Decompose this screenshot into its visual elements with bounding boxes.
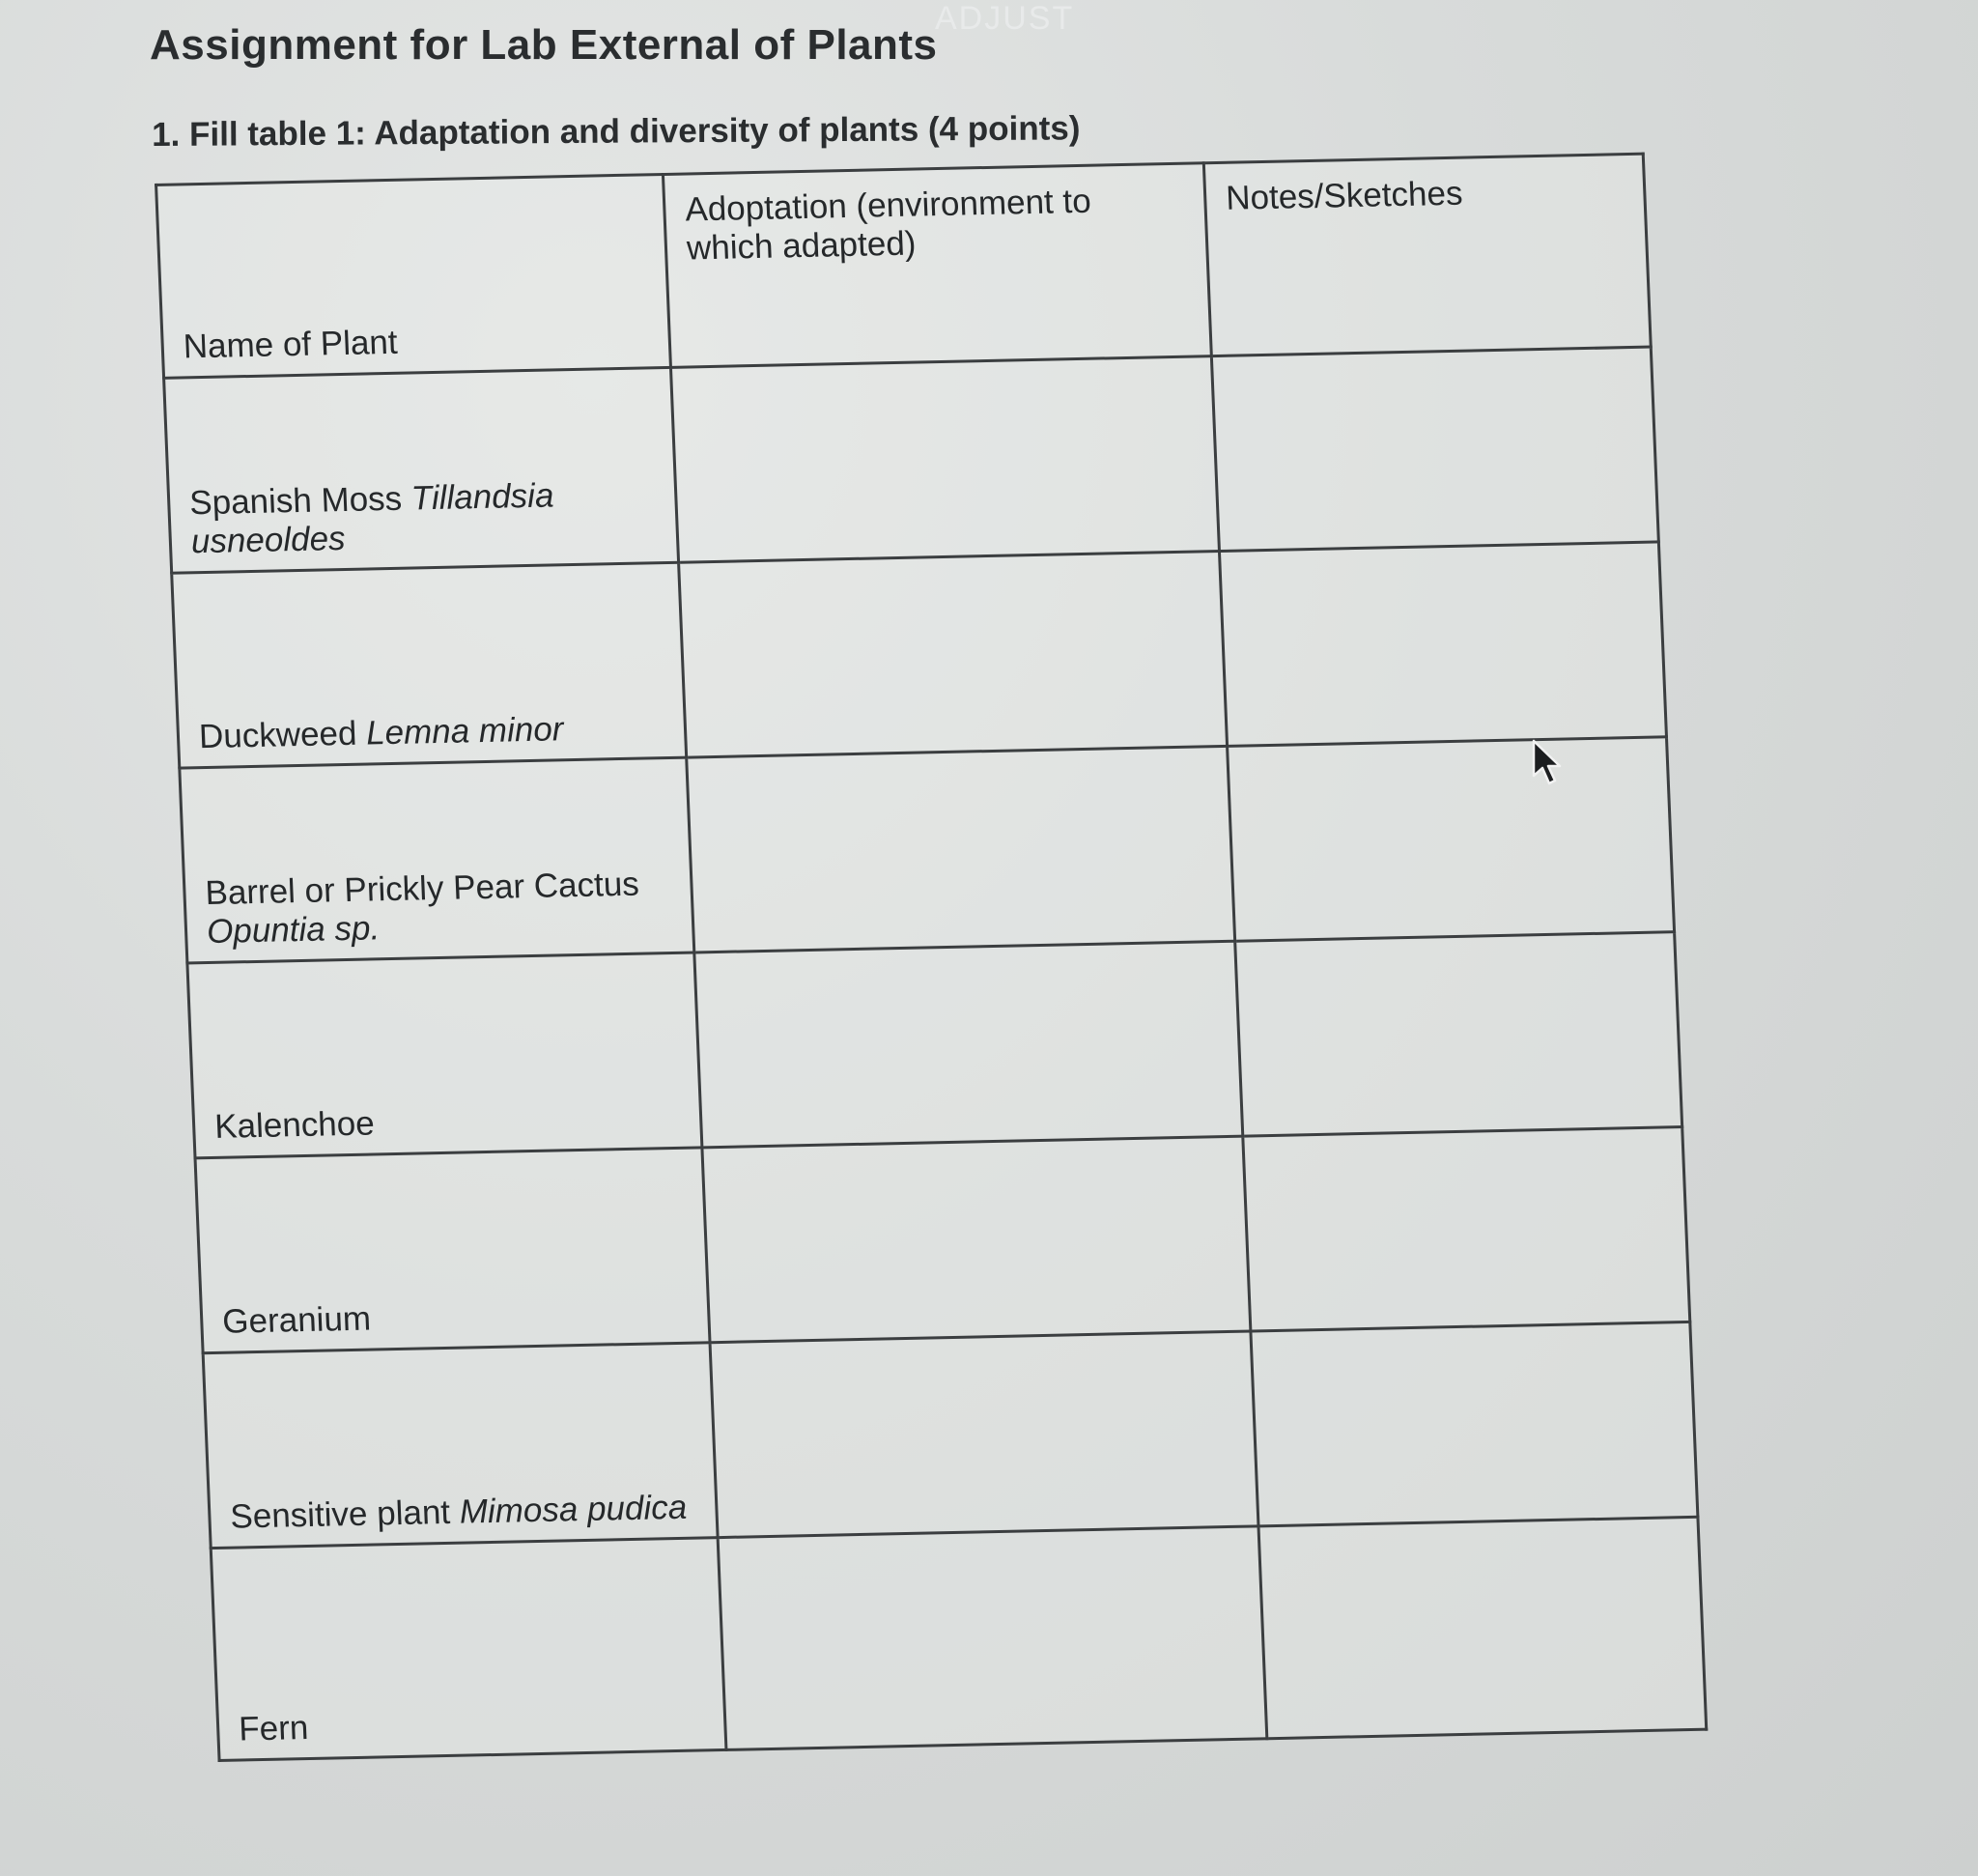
adaptation-cell[interactable] — [710, 1331, 1258, 1538]
plant-name-cell — [195, 1148, 710, 1353]
plant-common-name: Duckweed — [198, 714, 358, 756]
table-row — [187, 932, 1682, 1158]
adaptation-cell[interactable] — [687, 746, 1235, 952]
table-header-row — [156, 154, 1652, 378]
plant-common-name: Sensitive plant — [229, 1492, 451, 1536]
adaptation-cell[interactable] — [718, 1526, 1267, 1750]
question-label: 1. Fill table 1: Adaptation and diversity of plants (4 points) — [152, 109, 1081, 154]
plant-common-name: Geranium — [221, 1299, 372, 1341]
plant-name-cell — [203, 1343, 718, 1549]
header-notes-sketches: Notes/Sketches — [1203, 154, 1651, 355]
notes-cell[interactable] — [1251, 1322, 1698, 1525]
plant-name-cell — [164, 367, 679, 573]
notes-cell[interactable] — [1219, 542, 1666, 746]
plant-name-cell — [180, 757, 694, 963]
plant-common-name: Fern — [238, 1709, 310, 1748]
header-adaptation: Adoptation (environment to which adapted) — [663, 163, 1211, 368]
notes-cell[interactable] — [1235, 932, 1682, 1136]
table-row — [211, 1517, 1706, 1760]
table-row — [195, 1127, 1690, 1353]
plant-common-name: Barrel or Prickly Pear Cactus — [204, 865, 640, 913]
plant-common-name: Kalenchoe — [213, 1104, 376, 1146]
plant-adaptation-table — [155, 153, 1708, 1762]
plant-scientific-name: Mimosa pudica — [458, 1488, 688, 1531]
plant-name-cell — [187, 952, 702, 1158]
plant-name-cell — [211, 1538, 726, 1761]
plant-table-wrapper — [155, 153, 1708, 1762]
plant-scientific-name: Tillandsia usneoldes — [190, 476, 555, 561]
table-row — [203, 1322, 1698, 1548]
table-row — [164, 347, 1659, 573]
plant-scientific-name: Opuntia sp. — [206, 909, 381, 952]
adaptation-cell[interactable] — [694, 941, 1243, 1148]
plant-scientific-name: Lemna minor — [365, 710, 565, 753]
notes-cell[interactable] — [1258, 1517, 1707, 1738]
notes-cell[interactable] — [1211, 347, 1658, 551]
plant-common-name: Spanish Moss — [188, 479, 403, 523]
adaptation-cell[interactable] — [670, 356, 1219, 563]
notes-cell[interactable] — [1243, 1127, 1690, 1331]
plant-name-cell — [172, 562, 687, 768]
adaptation-cell[interactable] — [679, 551, 1228, 757]
watermark-text: ADJUST — [935, 0, 1075, 37]
notes-cell[interactable] — [1228, 737, 1675, 941]
table-row — [172, 542, 1667, 768]
page-title: Assignment for Lab External of Plants — [150, 21, 938, 69]
adaptation-cell[interactable] — [702, 1136, 1251, 1343]
mouse-pointer-icon — [1531, 739, 1564, 787]
header-name-of-plant: Name of Plant — [156, 174, 671, 378]
table-row — [180, 737, 1675, 963]
